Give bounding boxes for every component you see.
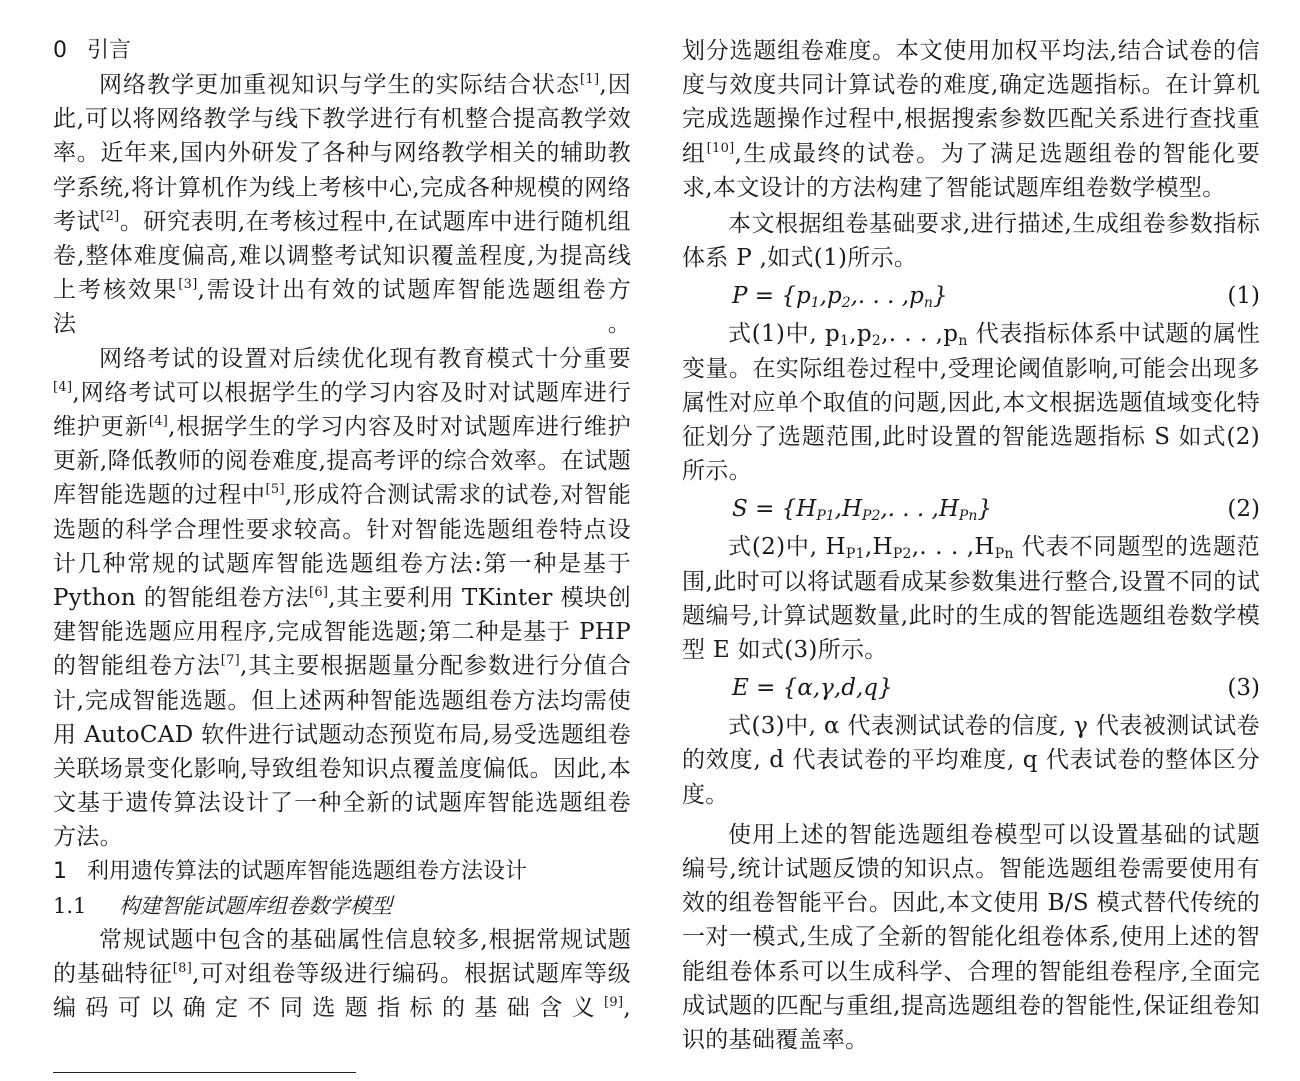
section-heading-1 [53, 855, 631, 889]
citation: [4] [148, 414, 169, 430]
citation: [2] [100, 208, 120, 224]
paragraph-1-1-c: 本文根据组卷基础要求,进行描述,生成组卷参数指标体系 P ,如式(1)所示。 [682, 211, 1260, 272]
section-title: 引言 [87, 38, 132, 63]
citation: [6] [308, 585, 329, 601]
equation-2 [682, 492, 1260, 526]
paragraph-intro-1: 网络教学更加重视知识与学生的实际结合状态[1],因此,可以将网络教学与线下教学进行有机整合提高教学效率。近年来,国内外研发了各种与网络教学相关的辅助教学系统,将计算机作为线上考核中心,完成各种规模的网络考试[2]。研究表明,在考核过程中,在试题库中进行随机组卷,整体难度偏高,难以调整考试知识覆盖程度,为提高线上考核效果[3],需设计出有效的试题库智能选题组卷方法。 [53, 72, 632, 338]
citation: [8] [172, 960, 193, 976]
subsection-number: 1.1 [53, 893, 87, 918]
citation: [7] [220, 653, 241, 669]
section-title: 利用遗传算法的试题库智能选题组卷方法设计 [87, 858, 528, 884]
citation: [4] [53, 379, 73, 395]
equation-number: (3) [1227, 675, 1260, 702]
citation: [1] [580, 72, 600, 87]
paragraph-1-1-b: 划分选题组卷难度。本文使用加权平均法,结合试卷的信度与效度共同计算试卷的难度,确定选题指标。在计算机完成选题操作过程中,根据搜索参数匹配关系进行查找重组[10],生成最终的试卷。为了满足选题组卷的智能化要求,本文设计的方法构建了智能试题库组卷数学模型。 [682, 38, 1260, 201]
section-number: 0 [53, 38, 67, 63]
paragraph-intro-2: 网络考试的设置对后续优化现有教育模式十分重要[4],网络考试可以根据学生的学习内容及时对试题库进行维护更新[4],根据学生的学习内容及时对试题库进行维护更新,降低教师的阅卷难度,提高考评的综合效率。在试题库智能选题的过程中[5],形成符合测试需求的试卷,对智能选题的科学合理性要求较高。针对智能选题组卷特点设计几种常规的试题库智能选题组卷方法:第一种是基于 Python 的智能组卷方法[6],其主要利用 TKinter 模块创建智能选题应用程序,完成智能选题;第二种是基于 PHP 的智能组卷方法[7],其主要根据题量分配参数进行分值合计,完成智能选题。但上述两种智能选题组卷方法均需使用 AutoCAD 软件进行试题动态预览布局,易受选题组卷关联场景变化影响,导致组卷知识点覆盖度偏低。因此,本文基于遗传算法设计了一种全新的试题库智能选题组卷方法。 [53, 345, 632, 851]
equation-expression: E = {α,γ,d,q} [732, 675, 893, 702]
subsection-heading-1-1 [53, 889, 631, 923]
paragraph-1-1-a: 常规试题中包含的基础属性信息较多,根据常规试题的基础特征[8],可对组卷等级进行编码。根据试题库等级编码可以确定不同选题指标的基础含义[9], [53, 926, 631, 1022]
citation: [9] [604, 995, 624, 1011]
right-column [682, 34, 1260, 1057]
citation: [3] [178, 277, 198, 293]
subsection-title: 构建智能试题库组卷数学模型 [119, 893, 392, 918]
paragraph-1-1-f: 式(3)中, α 代表测试试卷的信度, γ 代表被测试试卷的效度, d 代表试卷的平均难度, q 代表试卷的整体区分度。 [682, 713, 1260, 808]
equation-3 [682, 671, 1260, 705]
paragraph-1-1-g: 使用上述的智能选题组卷模型可以设置基础的试题编号,统计试题反馈的知识点。智能选题组卷需要使用有效的组卷智能平台。因此,本文使用 B/S 模式替代传统的一对一模式,生成了全新的智能化组卷体系,使用上述的智能组卷体系可以生成科学、合理的智能组卷程序,全面完成试题的匹配与重组,提高选题组卷的智能性,保证组卷知识的基础覆盖率。 [682, 821, 1260, 1054]
section-heading-introduction [53, 34, 631, 68]
left-column [53, 34, 631, 1025]
equation-1 [682, 279, 1260, 313]
footnote-divider [53, 1072, 356, 1073]
equation-number: (1) [1227, 283, 1260, 310]
paragraph-1-1-d: 式(1)中, $p_1,p_2$,. . . $,p_n$ 代表指标体系中试题的属性变量。在实际组卷过程中,受理论阈值影响,可能会出现多属性对应单个取值的问题,因此,本文根据选题值域变化特征划分了选题范围,此时设置的智能选题指标 S 如式(2)所示。 [682, 321, 1260, 485]
citation: [5] [265, 482, 285, 498]
section-number: 1 [53, 858, 67, 884]
citation: [10] [706, 140, 735, 156]
equation-expression: $S = \{H_{P1},H_{P2}$,. . . $,H_{Pn}$} [732, 496, 992, 525]
paragraph-1-1-e: 式(2)中, $H_{P1},H_{P2}$,. . . $,H_{Pn}$ 代表不同题型的选题范围,此时可以将试题看成某参数集进行整合,设置不同的试题编号,计算试题数量,此时的生成的智能选题组卷数学模型 E 如式(3)所示。 [682, 534, 1260, 664]
equation-expression: $P = \{p_1,p_2$,. . . $,p_n$} [732, 283, 948, 312]
equation-number: (2) [1227, 496, 1260, 523]
